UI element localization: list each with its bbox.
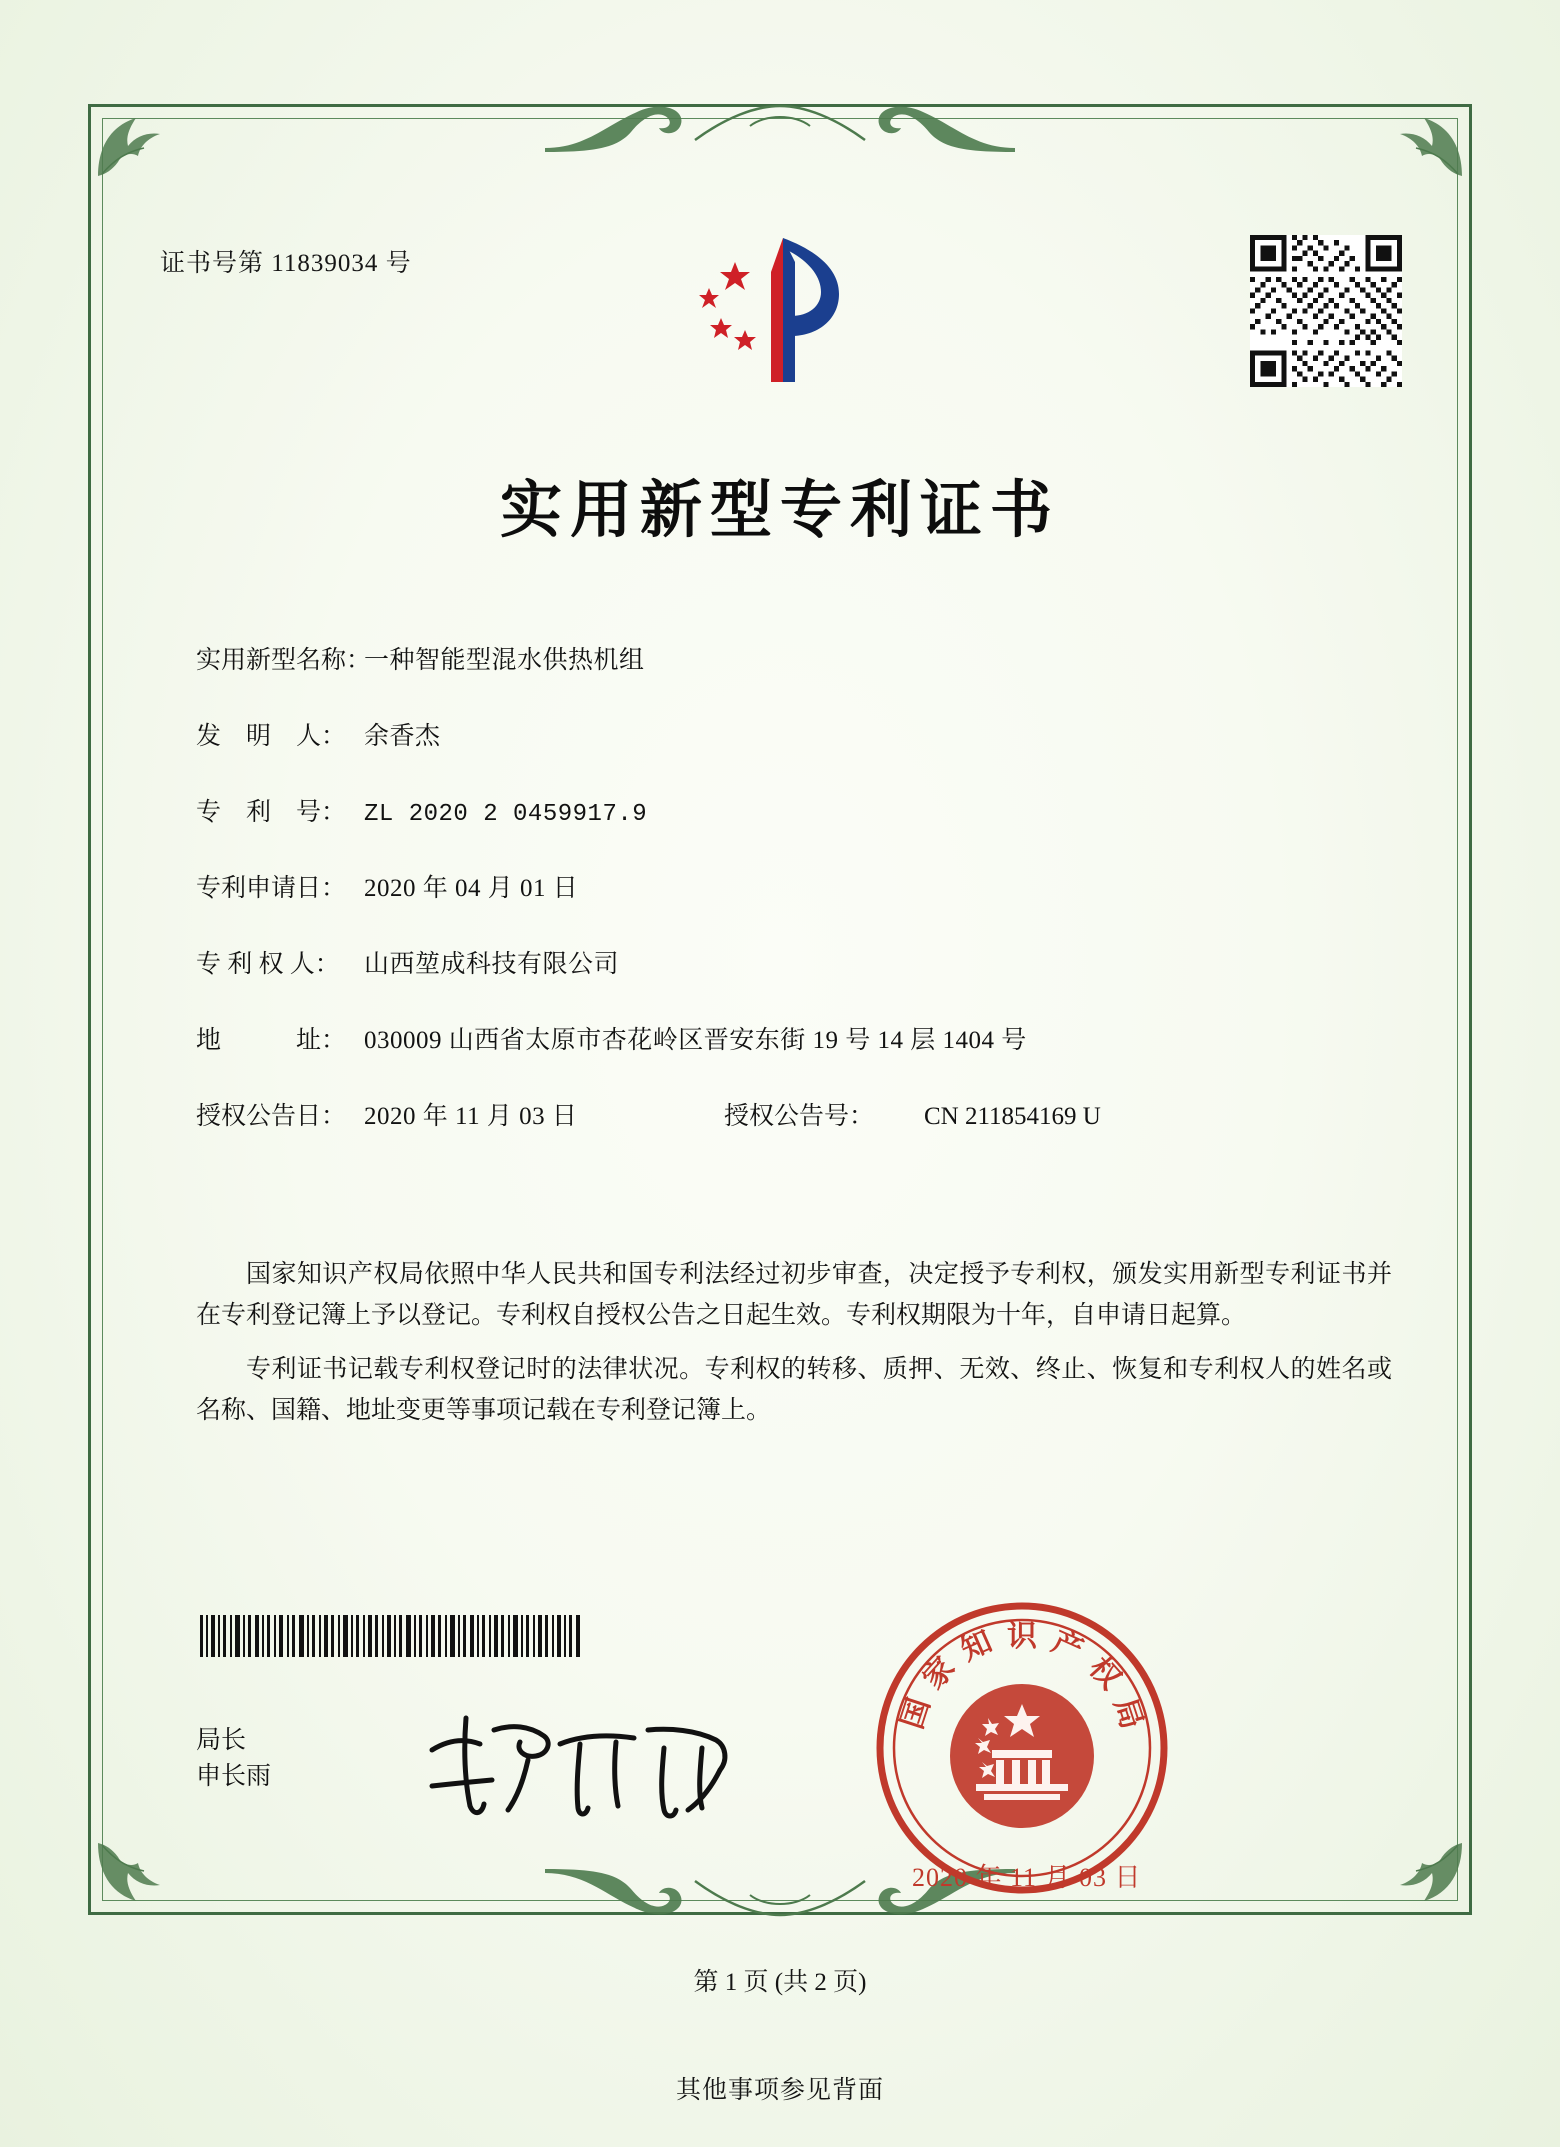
certificate-number: 证书号第 11839034 号 bbox=[160, 250, 412, 277]
corner-flourish-icon bbox=[92, 1837, 178, 1911]
barcode-icon bbox=[200, 1615, 580, 1657]
corner-flourish-icon bbox=[1382, 108, 1468, 182]
page-title: 实用新型专利证书 bbox=[499, 473, 1060, 546]
svg-text:知: 知 bbox=[955, 1624, 998, 1669]
field-label: 地 址： bbox=[196, 1027, 347, 1054]
qr-code-icon bbox=[1250, 235, 1402, 387]
field-row-application-date bbox=[196, 868, 1410, 904]
field-label: 实用新型名称： bbox=[196, 647, 372, 674]
page-number: 第 1 页 (共 2 页) bbox=[693, 1969, 867, 1996]
svg-text:权: 权 bbox=[1081, 1650, 1128, 1697]
field-label: 专 利 号： bbox=[196, 799, 347, 826]
signature-block bbox=[196, 1723, 271, 1796]
field-label: 发 明 人： bbox=[196, 723, 347, 750]
field-value-secondary: CN 211854169 U bbox=[924, 1103, 1101, 1130]
field-label-secondary: 授权公告号： bbox=[724, 1103, 875, 1130]
certificate-fields bbox=[196, 640, 1410, 1172]
svg-text:识: 识 bbox=[1007, 1619, 1037, 1654]
field-row-patentee bbox=[196, 944, 1410, 980]
seal-date: 2020 年 11 月 03 日 bbox=[912, 1863, 1142, 1892]
red-official-seal-icon bbox=[872, 1598, 1172, 1898]
field-row-grant-announcement bbox=[196, 1096, 1410, 1132]
field-value: 山西堃成科技有限公司 bbox=[364, 951, 620, 978]
field-row-invention-name bbox=[196, 640, 1410, 676]
cnipa-emblem-icon bbox=[675, 232, 885, 392]
handwritten-signature-icon bbox=[420, 1700, 750, 1830]
field-value: 2020 年 11 月 03 日 bbox=[364, 1103, 578, 1130]
signature-name: 申长雨 bbox=[196, 1763, 272, 1791]
field-value: 一种智能型混水供热机组 bbox=[364, 647, 645, 674]
field-value: 余香杰 bbox=[364, 723, 441, 750]
field-value: ZL 2020 2 0459917.9 bbox=[364, 801, 648, 828]
top-flourish-icon bbox=[545, 96, 1015, 154]
field-value: 2020 年 04 月 01 日 bbox=[364, 875, 579, 902]
field-row-inventor bbox=[196, 716, 1410, 752]
svg-text:产: 产 bbox=[1046, 1624, 1089, 1669]
field-value: 030009 山西省太原市杏花岭区晋安东街 19 号 14 层 1404 号 bbox=[364, 1027, 1027, 1054]
field-label: 专 利 权 人： bbox=[196, 951, 340, 978]
footer-note: 其他事项参见背面 bbox=[675, 2077, 884, 2104]
corner-flourish-icon bbox=[92, 108, 178, 182]
field-row-address bbox=[196, 1020, 1410, 1056]
field-label: 专利申请日： bbox=[196, 875, 347, 902]
signature-role: 局长 bbox=[196, 1727, 247, 1754]
svg-text:局: 局 bbox=[1106, 1693, 1150, 1734]
field-label: 授权公告日： bbox=[196, 1103, 347, 1130]
legal-paragraph-2: 专利证书记载专利权登记时的法律状况。专利权的转移、质押、无效、终止、恢复和专利权人的姓名或名称、国籍、地址变更等事项记载在专利登记簿上。 bbox=[196, 1356, 1392, 1424]
legal-text bbox=[196, 1255, 1392, 1445]
legal-paragraph-1: 国家知识产权局依照中华人民共和国专利法经过初步审查，决定授予专利权，颁发实用新型专利证书并在专利登记簿上予以登记。专利权自授权公告之日起生效。专利权期限为十年，自申请日起算。 bbox=[196, 1261, 1392, 1329]
field-row-patent-number bbox=[196, 792, 1410, 828]
svg-text:家: 家 bbox=[916, 1650, 963, 1697]
svg-text:国: 国 bbox=[894, 1693, 938, 1734]
corner-flourish-icon bbox=[1382, 1837, 1468, 1911]
